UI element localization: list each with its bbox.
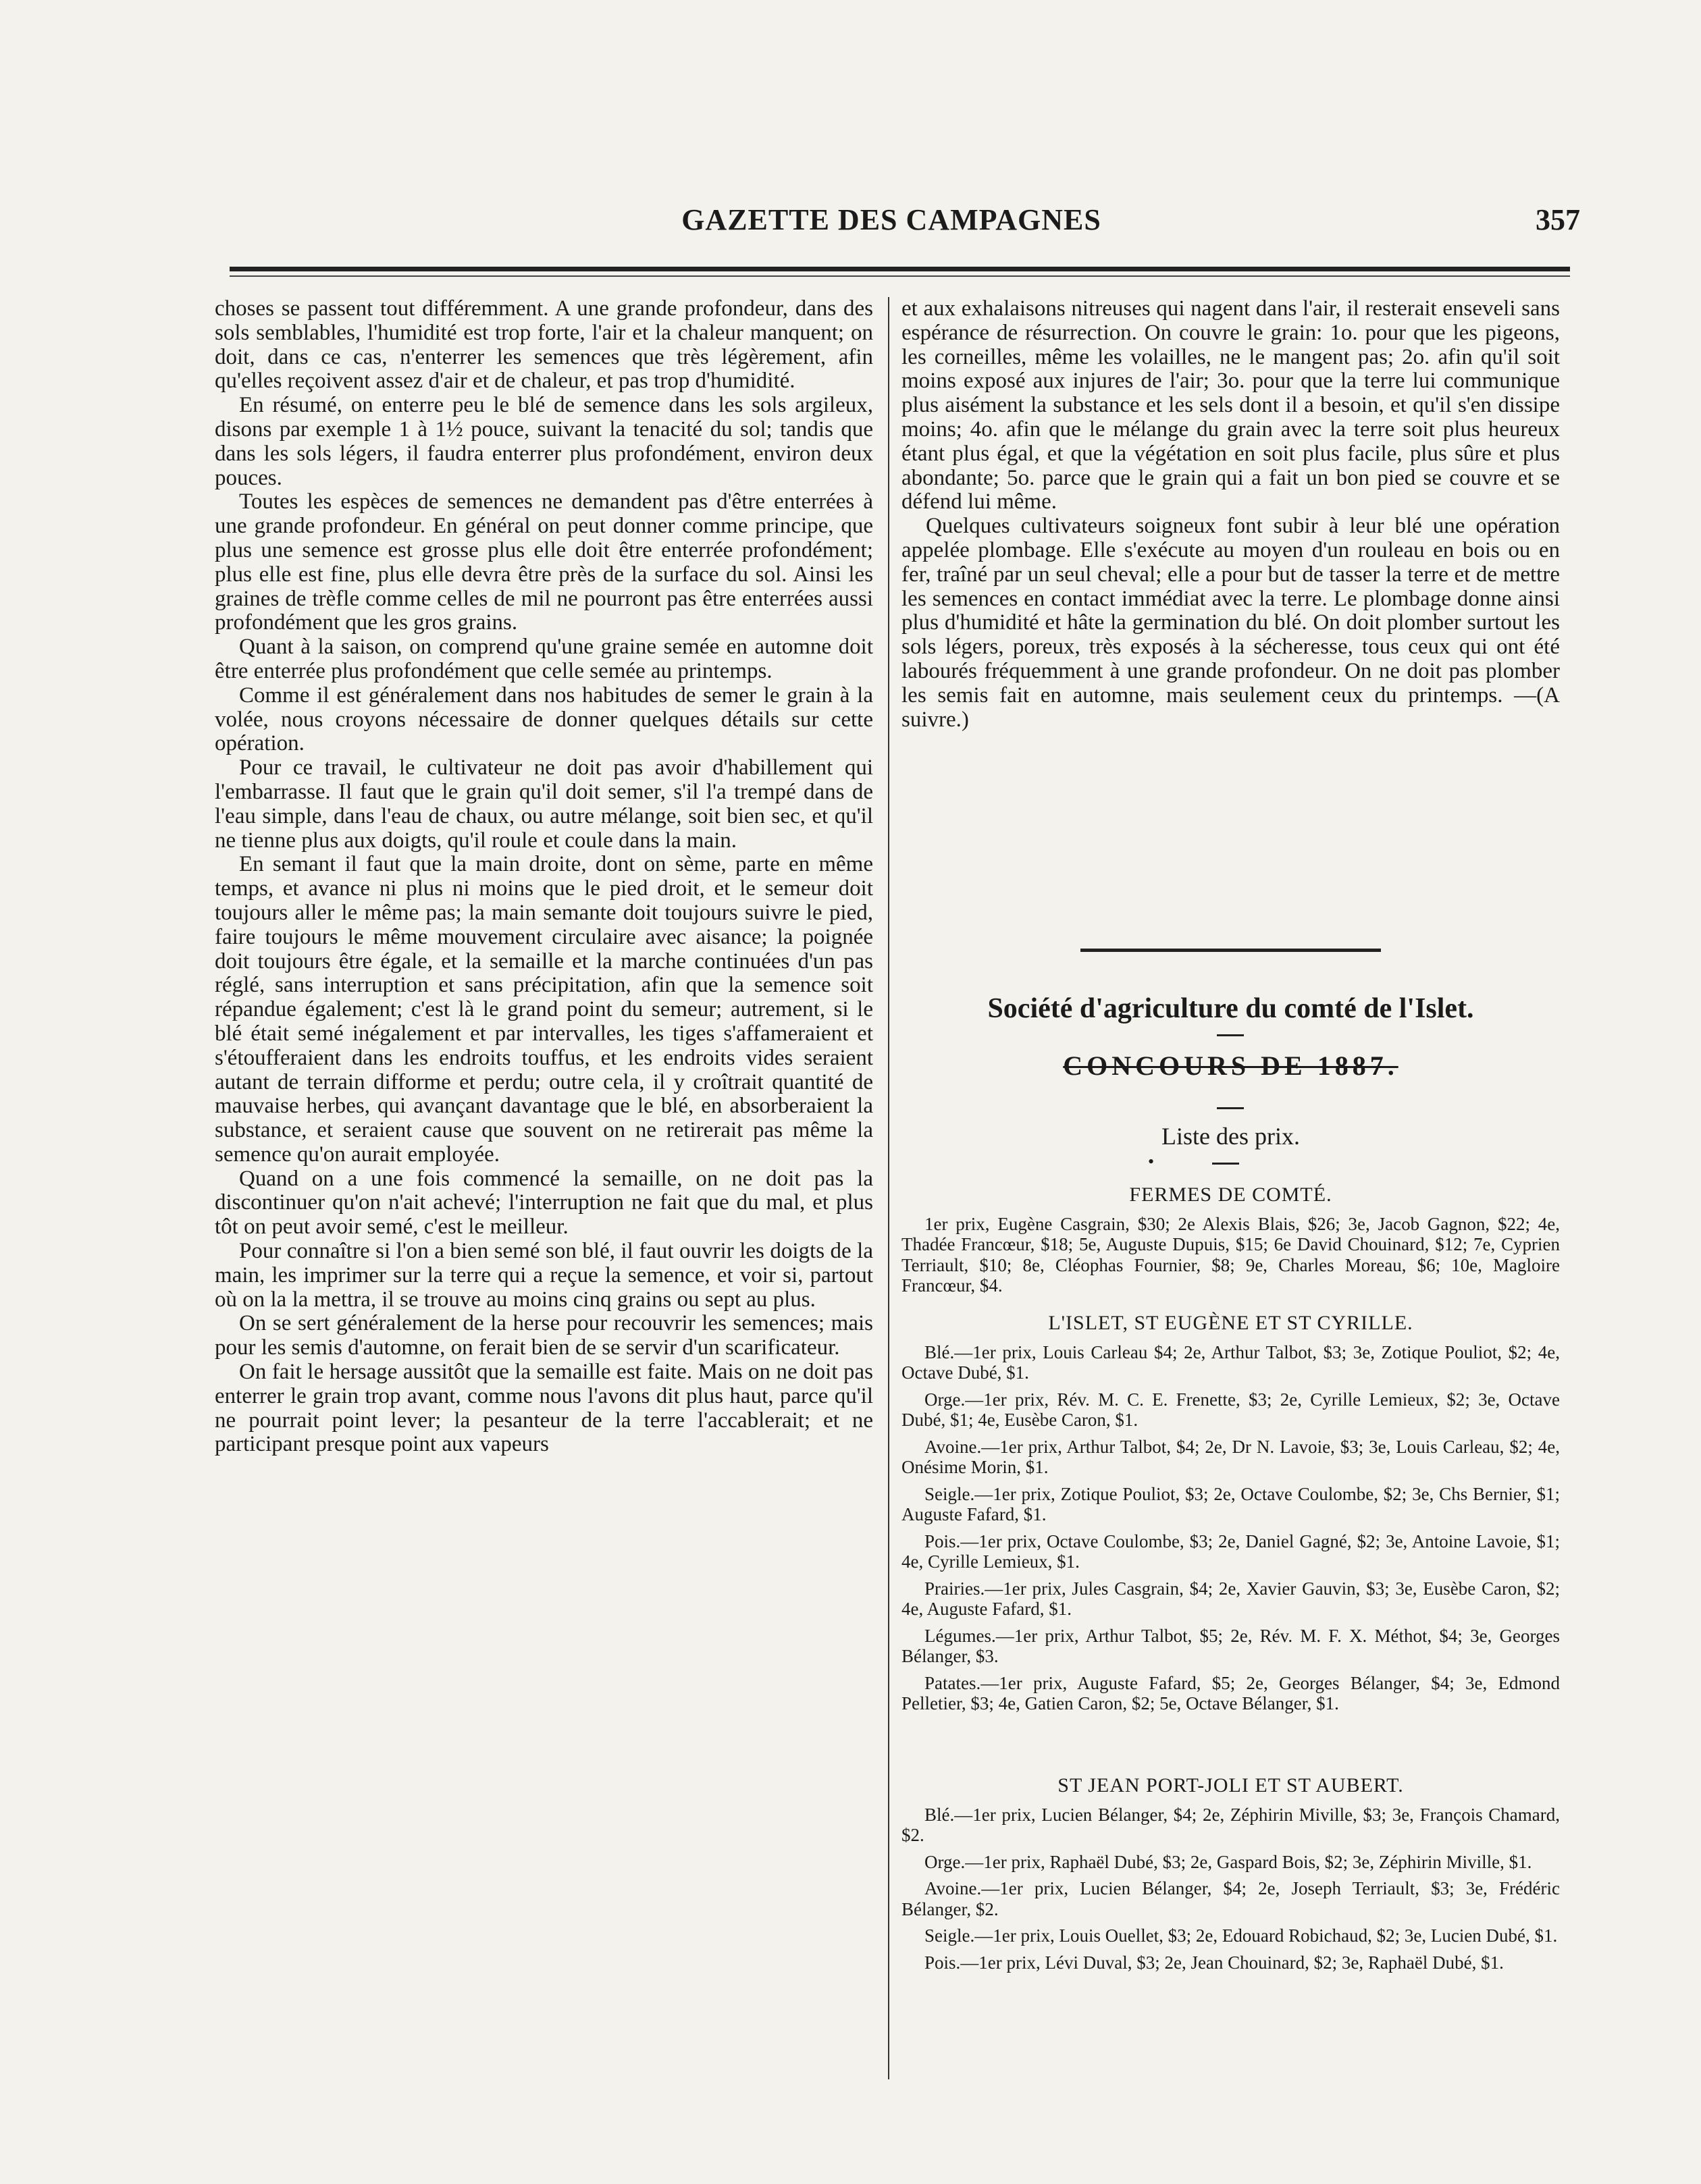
prize-entry: Orge.—1er prix, Raphaël Dubé, $3; 2e, Gaspard Bois, $2; 3e, Zéphirin Miville, $1.	[924, 1851, 1532, 1872]
paragraph: choses se passent tout différemment. A une grande profondeur, dans des sols semblables, l'humidité est trop forte, l'air et la chaleur manquent; on doit, dans ce cas, n'enterrer les semences que très légèrement, afin qu'elles reçoivent assez d'air et de chaleur, et pas trop d'humidité.	[215, 296, 873, 394]
paragraph: On se sert généralement de la herse pour recouvrir les semences; mais pour les semis d'automne, on ferait bien de se servir d'un scarificateur.	[215, 1311, 873, 1360]
paragraph: En résumé, on enterre peu le blé de semence dans les sols argileux, disons par exemple 1 à 1½ pouce, suivant la tenacité du sol; tandis que dans les sols légers, il faudra enterrer plus profondément, environ deux pouces.	[215, 393, 873, 490]
prize-entry: Patates.—1er prix, Auguste Fafard, $5; 2e, Georges Bélanger, $4; 3e, Edmond Pelletier, $3; 4e, Gatien Caron, $2; 5e, Octave Bélanger, $1.	[901, 1672, 1560, 1713]
paragraph: Quand on a une fois commencé la semaille, on ne doit pas la discontinuer qu'on n'ait achevé; l'interruption ne fait que du mal, et plus tôt on peut avoir semé, c'est le meilleur.	[215, 1166, 873, 1240]
title-dash	[1212, 1163, 1239, 1165]
page-number: 357	[1536, 203, 1580, 236]
title-dash	[1217, 1107, 1244, 1109]
bullet: •	[1148, 1152, 1155, 1171]
paragraph: En semant il faut que la main droite, dont on sème, parte en même temps, et avance ni plus ni moins que le pied droit, et le semeur doit toujours aller le même pas; la main semante doit toujours suivre le pied, faire toujours le même mouvement circulaire avec aisance; la poignée doit toujours être égale, et la semaille et la marche continuées d'un pas réglé, sans interruption et sans précipitation, afin que la semence soit répandue également; c'est là le grand point du semeur; autrement, si le blé était semé inégalement et par intervalles, les tiges s'affameraient et s'étoufferaient dans les endroits touffus, et les endroits vides seraient autant de terrain difforme et perdu; outre cela, il y croîtrait quantité de mauvaise herbes, qui avançant davantage que le blé, en absorberaient la substance, et seraient cause que souvent on ne retirerait pas même la semence qu'on aurait employée.	[215, 852, 873, 1167]
section-rule	[1080, 949, 1381, 952]
prize-entry: Blé.—1er prix, Lucien Bélanger, $4; 2e, Zéphirin Miville, $3; 3e, François Chamard, $2.	[901, 1804, 1560, 1845]
prize-entry: Pois.—1er prix, Lévi Duval, $3; 2e, Jean Chouinard, $2; 3e, Raphaël Dubé, $1.	[924, 1952, 1504, 1973]
section-heading: L'ISLET, ST EUGÈNE ET ST CYRILLE.	[1048, 1312, 1413, 1334]
paragraph: Pour connaître si l'on a bien semé son blé, il faut ouvrir les doigts de la main, les imprimer sur la terre qui a reçue la semence, et voir si, partout où on la la mettra, il se trouve au moins cinq grains ou sept au plus.	[215, 1239, 873, 1312]
list-title: Liste des prix.	[1161, 1123, 1300, 1150]
paragraph: Comme il est généralement dans nos habitudes de semer le grain à la volée, nous croyons nécessaire de donner quelques détails sur cette opération.	[215, 683, 873, 756]
section-heading: FERMES DE COMTÉ.	[1129, 1183, 1332, 1206]
title-dash	[1217, 1034, 1244, 1036]
prize-entry: Légumes.—1er prix, Arthur Talbot, $5; 2e, Rév. M. F. X. Méthot, $4; 3e, Georges Bélanger, $3.	[901, 1625, 1560, 1666]
prize-section-islet	[901, 1313, 1560, 1720]
paragraph: Quant à la saison, on comprend qu'une graine semée en automne doit être enterrée plus profondément que celle semée au printemps.	[215, 635, 873, 683]
society-title: Société d'agriculture du comté de l'Islet.	[987, 993, 1474, 1024]
page-header	[216, 203, 1580, 243]
paragraph: On fait le hersage aussitôt que la semaille est faite. Mais on ne doit pas enterrer le grain trop avant, comme nous l'avons dit plus haut, parce qu'il ne pourrait point lever; la pesanteur de la terre l'accablerait; et ne participant presque point aux vapeurs	[215, 1360, 873, 1457]
paragraph: Quelques cultivateurs soigneux font subir à leur blé une opération appelée plombage. Elle s'exécute au moyen d'un rouleau en bois ou en fer, traîné par un seul cheval; elle a pour but de tasser la terre et de mettre les semences en contact immédiat avec la terre. Le plombage donne ainsi plus d'humidité et hâte la germination du blé. On doit plomber surtout les sols légers, poreux, très exposés à la sécheresse, tous ceux qui ont été labourés fréquemment à une grande profondeur. On ne doit pas plomber les semis fait en automne, mais seulement ceux du printemps. —(A suivre.)	[901, 514, 1560, 732]
prize-entry: Seigle.—1er prix, Louis Ouellet, $3; 2e, Edouard Robichaud, $2; 3e, Lucien Dubé, $1.	[924, 1925, 1558, 1946]
paragraph: Pour ce travail, le cultivateur ne doit pas avoir d'habillement qui l'embarrasse. Il faut que le grain qu'il doit semer, s'il l'a trempé dans de l'eau simple, dans l'eau de chaux, ou autre mélange, soit bien sec, et qu'il ne tienne plus aux doigts, qu'il roule et coule dans la main.	[215, 755, 873, 853]
prize-entry: Seigle.—1er prix, Zotique Pouliot, $3; 2e, Octave Coulombe, $2; 3e, Chs Bernier, $1; Auguste Fafard, $1.	[901, 1483, 1560, 1524]
prize-entry: Avoine.—1er prix, Arthur Talbot, $4; 2e, Dr N. Lavoie, $3; 3e, Louis Carleau, $2; 4e, Onésime Morin, $1.	[901, 1436, 1560, 1477]
contest-title: CONCOURS DE 1887.	[1063, 1050, 1398, 1081]
prize-entry: 1er prix, Eugène Casgrain, $30; 2e Alexis Blais, $26; 3e, Jacob Gagnon, $22; 4e, Thadée Francœur, $18; 5e, Auguste Dupuis, $15; 6e David Chouinard, $12; 7e, Cyprien Terriault, $10; 8e, Cléophas Fournier, $8; 9e, Charles Moreau, $6; 10e, Magloire Francœur, $4.	[901, 1213, 1560, 1296]
page-title: GAZETTE DES CAMPAGNES	[681, 203, 1101, 236]
left-column	[215, 297, 873, 1457]
prize-entry: Avoine.—1er prix, Lucien Bélanger, $4; 2e, Joseph Terriault, $3; 3e, Frédéric Bélanger, $2.	[901, 1878, 1560, 1919]
prize-entry: Prairies.—1er prix, Jules Casgrain, $4; 2e, Xavier Gauvin, $3; 3e, Eusèbe Caron, $2; 4e, Auguste Fafard, $1.	[901, 1578, 1560, 1619]
section-heading: ST JEAN PORT-JOLI ET ST AUBERT.	[1057, 1774, 1404, 1796]
prize-section-port-joli	[901, 1776, 1560, 1979]
paragraph: Toutes les espèces de semences ne demandent pas d'être enterrées à une grande profondeur. En général on peut donner comme principe, que plus une semence est grosse plus elle doit être enterrée profondément; plus elle est fine, plus elle devra être près de la surface du sol. Ainsi les graines de trèfle comme celles de mil ne pourront pas être enterrées aussi profondément que les gros grains.	[215, 489, 873, 635]
prize-entry: Blé.—1er prix, Louis Carleau $4; 2e, Arthur Talbot, $3; 3e, Zotique Pouliot, $2; 4e, Octave Dubé, $1.	[901, 1341, 1560, 1383]
paragraph: et aux exhalaisons nitreuses qui nagent dans l'air, il resterait enseveli sans espérance de résurrection. On couvre le grain: 1o. pour que les pigeons, les corneilles, même les volailles, ne le mangent pas; 2o. afin qu'il soit moins exposé aux injures de l'air; 3o. pour que la terre lui communique plus aisément la substance et les sels dont il a besoin, et qu'il s'en dissipe moins; 4o. afin que le mélange du grain avec la terre soit plus heureux étant plus égal, et que la végétation en soit plus facile, plus sûre et plus abondante; 5o. parce que le grain qui a fait un bon pied se couvre et se défend lui même.	[901, 296, 1560, 514]
column-divider	[888, 297, 889, 2079]
header-rule	[230, 267, 1570, 271]
right-column-article	[901, 297, 1560, 732]
prize-entry: Pois.—1er prix, Octave Coulombe, $3; 2e, Daniel Gagné, $2; 3e, Antoine Lavoie, $1; 4e, Cyrille Lemieux, $1.	[901, 1530, 1560, 1572]
header-rule-thin	[230, 275, 1570, 277]
prize-entry: Orge.—1er prix, Rév. M. C. E. Frenette, $3; 2e, Cyrille Lemieux, $2; 3e, Octave Dubé, $1; 4e, Eusèbe Caron, $1.	[901, 1389, 1560, 1430]
prize-section-fermes	[901, 1185, 1560, 1302]
